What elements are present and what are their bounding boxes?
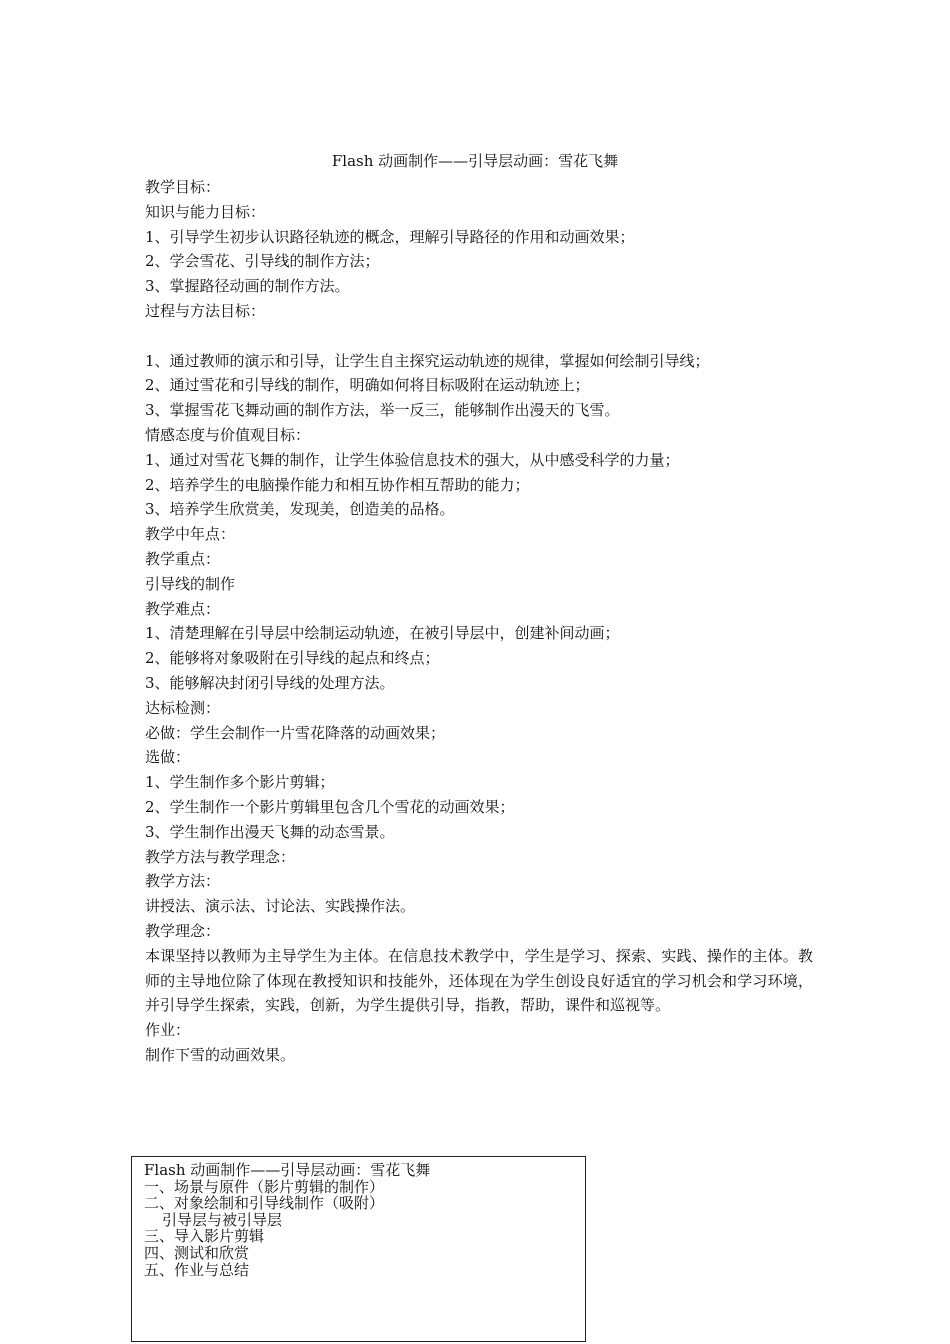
list-item: 2、学生制作一个影片剪辑里包含几个雪花的动画效果； — [145, 797, 515, 816]
focus-text: 引导线的制作 — [145, 574, 236, 593]
list-item: 3、掌握雪花飞舞动画的制作方法，举一反三，能够制作出漫天的飞雪。 — [145, 401, 620, 420]
outline-item: 一、场景与原件（影片剪辑的制作） — [144, 1177, 385, 1196]
subheading-philosophy: 教学理念： — [145, 921, 221, 940]
outline-item: 五、作业与总结 — [144, 1260, 250, 1279]
list-item: 3、能够解决封闭引导线的处理方法。 — [145, 673, 395, 692]
philosophy-paragraph: 本课坚持以教师为主导学生为主体。在信息技术教学中，学生是学习、探索、实践、操作的主体。教师的主导地位除了体现在教授知识和技能外，还体现在为学生创设良好适宜的学习机会和学习环境，并引导学生探索，实践，创新，为学生提供引导，指教，帮助，课件和巡视等。 — [145, 946, 813, 1015]
lesson-outline-box — [131, 1156, 586, 1342]
outline-title: Flash 动画制作——引导层动画：雪花飞舞 — [144, 1161, 431, 1179]
list-item: 2、通过雪花和引导线的制作，明确如何将目标吸附在运动轨迹上； — [145, 376, 590, 395]
heading-homework: 作业： — [145, 1021, 191, 1040]
list-item: 3、掌握路径动画的制作方法。 — [145, 277, 350, 296]
subheading-knowledge-goals: 知识与能力目标： — [145, 202, 266, 221]
subheading-difficulty: 教学难点： — [145, 599, 221, 618]
outline-item: 三、导入影片剪辑 — [144, 1227, 265, 1246]
list-item: 1、学生制作多个影片剪辑； — [145, 773, 335, 792]
subheading-attitude-goals: 情感态度与价值观目标： — [145, 425, 311, 444]
subheading-process-goals: 过程与方法目标： — [145, 301, 266, 320]
list-item: 2、能够将对象吸附在引导线的起点和终点； — [145, 649, 440, 668]
list-item: 1、引导学生初步认识路径轨迹的概念，理解引导路径的作用和动画效果； — [145, 227, 635, 246]
subheading-methods: 教学方法： — [145, 872, 221, 891]
subheading-optional: 选做： — [145, 748, 191, 767]
blank-line — [145, 324, 813, 349]
list-item: 3、培养学生欣赏美，发现美，创造美的品格。 — [145, 500, 455, 519]
heading-teaching-goals: 教学目标： — [145, 178, 221, 196]
list-item: 2、培养学生的电脑操作能力和相互协作相互帮助的能力； — [145, 475, 530, 494]
document-body — [145, 175, 813, 1068]
outline-item: 二、对象绘制和引导线制作（吸附） — [144, 1194, 385, 1213]
list-item: 1、通过对雪花飞舞的制作，让学生体验信息技术的强大，从中感受科学的力量； — [145, 450, 680, 469]
outline-subitem: 引导层与被引导层 — [162, 1210, 283, 1229]
homework-text: 制作下雪的动画效果。 — [145, 1045, 296, 1064]
outline-item: 四、测试和欣赏 — [144, 1243, 250, 1262]
list-item: 2、学会雪花、引导线的制作方法； — [145, 252, 380, 271]
methods-text: 讲授法、演示法、讨论法、实践操作法。 — [145, 897, 416, 916]
document-title: Flash 动画制作——引导层动画：雪花飞舞 — [331, 152, 619, 170]
list-item: 1、清楚理解在引导层中绘制运动轨迹，在被引导层中，创建补间动画； — [145, 624, 620, 643]
list-item: 1、通过教师的演示和引导，让学生自主探究运动轨迹的规律，掌握如何绘制引导线； — [145, 351, 710, 370]
heading-assessment: 达标检测： — [145, 698, 221, 717]
required-task: 必做：学生会制作一片雪花降落的动画效果； — [145, 723, 446, 742]
subheading-focus: 教学重点： — [145, 549, 221, 568]
list-item: 3、学生制作出漫天飞舞的动态雪景。 — [145, 822, 395, 841]
heading-methods-philosophy: 教学方法与教学理念： — [145, 847, 296, 866]
heading-key-points: 教学中年点： — [145, 525, 236, 544]
